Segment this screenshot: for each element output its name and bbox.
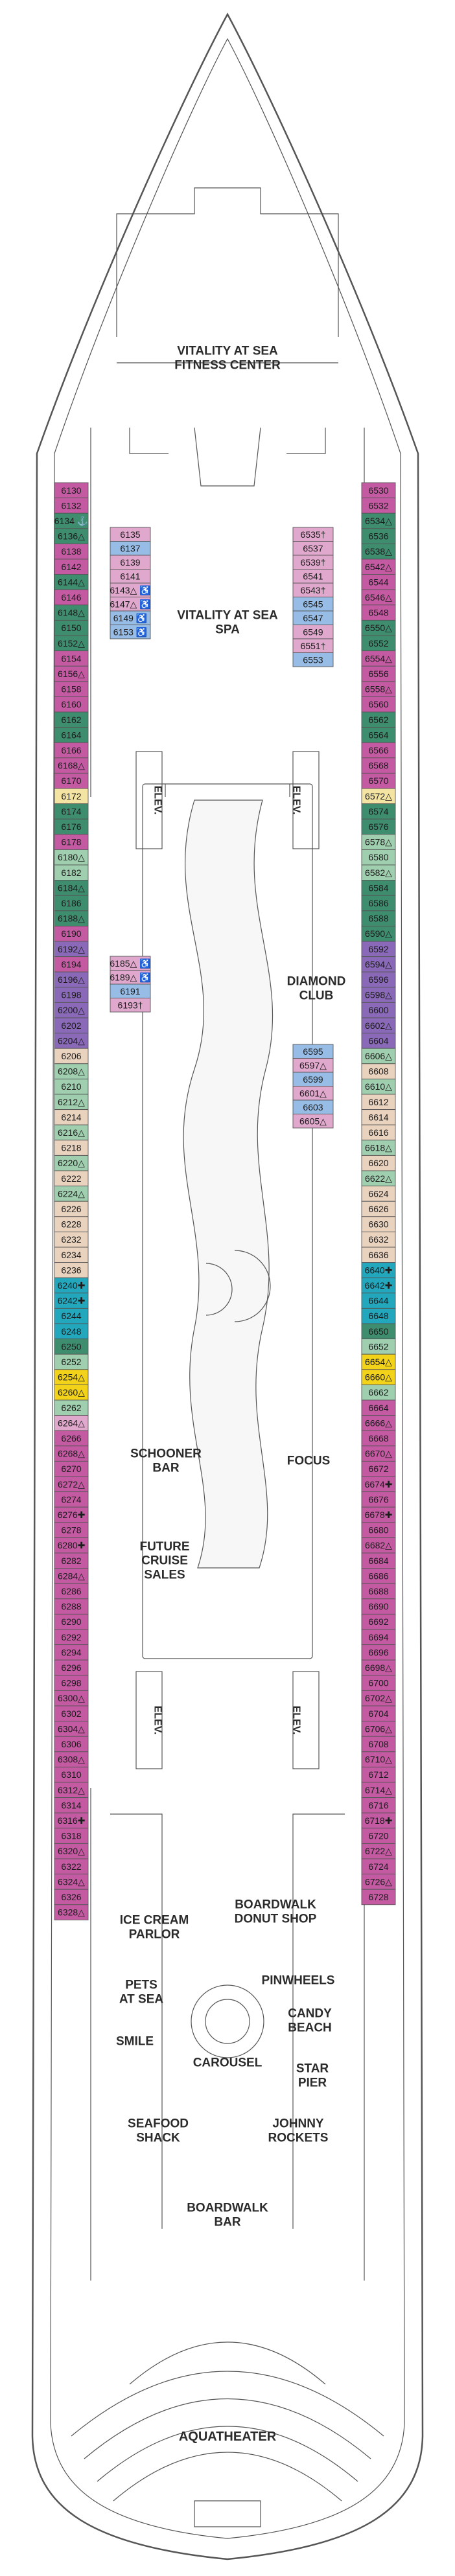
- cabin-label: 6264△: [58, 1418, 85, 1429]
- cabin-label: 6310: [61, 1769, 82, 1780]
- cabin-label: 6316✚: [57, 1815, 86, 1826]
- cabin-label: 6139: [120, 557, 141, 568]
- cabin-label: 6202: [61, 1020, 82, 1031]
- cabin-label: 6595: [303, 1046, 323, 1057]
- cabin-label: 6306: [61, 1739, 82, 1749]
- cabin-label: 6304△: [58, 1723, 85, 1734]
- cabin-column-stbd_inner_mid: [293, 1044, 333, 1128]
- cabin-label: 6286: [61, 1586, 82, 1596]
- cabin-label: 6224△: [58, 1188, 85, 1199]
- cabin-label: 6544: [368, 577, 389, 588]
- area-label-line: STAR: [296, 2062, 329, 2076]
- cabin-label: 6576: [368, 822, 389, 832]
- cabin-label: 6724: [368, 1861, 389, 1872]
- cabin-label: 6594△: [365, 959, 392, 970]
- cabin-label: 6572△: [365, 790, 392, 801]
- area-label-line: SHACK: [136, 2131, 180, 2145]
- area-elev_fwd_right: [290, 786, 301, 815]
- cabin-label: 6130: [61, 485, 82, 496]
- cabin-label: 6534△: [365, 516, 392, 526]
- cabin-label: 6234: [61, 1249, 82, 1260]
- cabin-label: 6296: [61, 1662, 82, 1673]
- cabin-column-port_inner_fwd: [110, 527, 150, 639]
- area-label-line: FITNESS CENTER: [174, 358, 281, 373]
- cabin-label: 6650: [368, 1326, 389, 1337]
- cabin-label: 6554△: [365, 653, 392, 664]
- cabin-label: 6191: [120, 985, 141, 996]
- area-fitness: [174, 345, 281, 373]
- cabin-label: 6558△: [365, 684, 392, 695]
- cabin-label: 6192△: [58, 943, 85, 954]
- area-johnny: [268, 2117, 329, 2145]
- cabin-label: 6162: [61, 714, 82, 725]
- cabin-column-port_inner_mid: [110, 956, 150, 1012]
- cabin-label: 6546△: [365, 592, 392, 603]
- cabin-label: 6132: [61, 500, 82, 511]
- cabin-label: 6292: [61, 1631, 82, 1642]
- cabin-label: 6556: [368, 669, 389, 679]
- cabin-label: 6244: [61, 1311, 82, 1322]
- cabin-label: 6218: [61, 1142, 82, 1153]
- cabin-label: 6599: [303, 1074, 323, 1085]
- cabin-label: 6720: [368, 1830, 389, 1841]
- cabin-label: 6562: [368, 714, 389, 725]
- area-label-line: SMILE: [115, 2034, 154, 2049]
- cabin-label: 6692: [368, 1616, 389, 1627]
- cabin-label: 6146: [61, 592, 82, 603]
- cabin-label: 6308△: [58, 1754, 85, 1765]
- cabin-label: 6158: [61, 684, 82, 695]
- cabin-label: 6242✚: [57, 1295, 86, 1306]
- cabin-label: 6204△: [58, 1035, 85, 1046]
- cabin-label: 6586: [368, 898, 389, 908]
- cabin-label: 6198: [61, 989, 82, 1000]
- cabin-label: 6250: [61, 1341, 82, 1352]
- cabin-column-stbd_inner_fwd: [293, 527, 333, 667]
- cabin-label: 6660△: [365, 1372, 392, 1383]
- area-label-line: CAROUSEL: [192, 2056, 262, 2070]
- cabin-label: 6603: [303, 1101, 323, 1112]
- cabin-label: 6326: [61, 1892, 82, 1902]
- cabin-label: 6706△: [365, 1723, 392, 1734]
- area-label-line: SEAFOOD: [128, 2117, 189, 2131]
- area-label-line: BEACH: [288, 2021, 332, 2035]
- cabin-label: 6597△: [299, 1060, 327, 1071]
- cabin-label: 6592: [368, 943, 389, 954]
- cabin-label: 6664: [368, 1402, 389, 1413]
- cabin-label: 6564: [368, 730, 389, 741]
- cabin-label: 6543†: [300, 584, 326, 595]
- cabin-label: 6606△: [365, 1051, 392, 1061]
- cabin-label: 6536: [368, 531, 389, 542]
- cabin-label: 6694: [368, 1631, 389, 1642]
- cabin-label: 6614: [368, 1112, 389, 1123]
- cabin-label: 6580: [368, 852, 389, 863]
- area-label-line: CANDY: [288, 2007, 332, 2021]
- area-icecream: [120, 1914, 189, 1942]
- cabin-label: 6200△: [58, 1005, 85, 1016]
- cabin-label: 6551†: [300, 640, 326, 651]
- cabin-label: 6608: [368, 1066, 389, 1077]
- cabin-label: 6141: [120, 571, 141, 582]
- area-label-line: BAR: [152, 1461, 180, 1475]
- cabin-label: 6610△: [365, 1081, 392, 1092]
- area-label-line: PINWHEELS: [261, 1973, 335, 1988]
- cabin-label: 6537: [303, 543, 323, 554]
- cabin-label: 6196△: [58, 974, 85, 985]
- area-label-line: PETS: [125, 1978, 158, 1992]
- cabin-label: 6214: [61, 1112, 82, 1123]
- cabin-label: 6328△: [58, 1907, 85, 1918]
- cabin-column-port_outer: [54, 483, 88, 1920]
- area-label-line: BAR: [214, 2215, 241, 2229]
- cabin-label: 6670△: [365, 1448, 392, 1459]
- cabin-label: 6612: [368, 1096, 389, 1107]
- cabin-label: 6549: [303, 627, 323, 638]
- area-carousel: [193, 2056, 262, 2070]
- cabin-label: 6688: [368, 1586, 389, 1596]
- area-candy: [288, 2007, 332, 2035]
- cabin-label: 6193†: [117, 1000, 143, 1011]
- cabin-label: 6686: [368, 1570, 389, 1581]
- area-future: [139, 1540, 189, 1582]
- cabin-label: 6698△: [365, 1662, 392, 1673]
- cabin-label: 6278: [61, 1524, 82, 1535]
- cabin-label: 6134 ⚓: [54, 516, 89, 526]
- area-elev_aft_left: [152, 1706, 163, 1735]
- cabin-label: 6184△: [58, 882, 85, 893]
- area-label-line: ELEV.: [290, 785, 302, 815]
- area-label-line: ELEV.: [290, 1705, 302, 1735]
- cabin-label: 6170: [61, 776, 82, 787]
- cabin-label: 6680: [368, 1524, 389, 1535]
- cabin-label: 6236: [61, 1265, 82, 1276]
- cabin-label: 6696: [368, 1647, 389, 1658]
- cabin-label: 6566: [368, 745, 389, 755]
- cabin-label: 6290: [61, 1616, 82, 1627]
- cabin-label: 6618△: [365, 1142, 392, 1153]
- cabin-label: 6318: [61, 1830, 82, 1841]
- cabin-label: 6700: [368, 1677, 389, 1688]
- cabin-label: 6538△: [365, 546, 392, 557]
- cabin-label: 6322: [61, 1861, 82, 1872]
- cabin-label: 6172: [61, 790, 82, 801]
- cabin-label: 6178: [61, 836, 82, 847]
- cabin-label: 6676: [368, 1494, 389, 1505]
- cabin-label: 6722△: [365, 1846, 392, 1857]
- cabin-label: 6288: [61, 1601, 82, 1612]
- cabin-label: 6186: [61, 898, 82, 908]
- cabin-label: 6626: [368, 1204, 389, 1214]
- cabin-label: 6672: [368, 1464, 389, 1475]
- cabin-label: 6708: [368, 1739, 389, 1749]
- cabin-label: 6148△: [58, 607, 85, 618]
- cabin-label: 6282: [61, 1555, 82, 1566]
- cabin-label: 6726△: [365, 1876, 392, 1887]
- area-aquatheater: [179, 2430, 277, 2444]
- cabin-label: 6135: [120, 529, 141, 540]
- area-label-line: ICE CREAM: [119, 1913, 189, 1927]
- cabin-label: 6682△: [365, 1540, 392, 1551]
- cabin-label: 6570: [368, 776, 389, 787]
- cabin-label: 6718✚: [364, 1815, 393, 1826]
- cabin-label: 6272△: [58, 1478, 85, 1489]
- cabin-label: 6194: [61, 959, 82, 970]
- cabin-label: 6552: [368, 638, 389, 649]
- area-label-line: BOARDWALK: [187, 2201, 268, 2215]
- cabin-label: 6716: [368, 1800, 389, 1811]
- area-label-line: AT SEA: [119, 1992, 164, 2007]
- cabin-label: 6600: [368, 1005, 389, 1016]
- cabin-label: 6164: [61, 730, 82, 741]
- cabin-label: 6149 ♿: [113, 612, 148, 623]
- cabin-label: 6294: [61, 1647, 82, 1658]
- cabin-label: 6622△: [365, 1173, 392, 1184]
- cabin-label: 6312△: [58, 1784, 85, 1795]
- cabin-label: 6542△: [365, 561, 392, 572]
- cabin-label: 6704: [368, 1708, 389, 1719]
- cabin-label: 6532: [368, 500, 389, 511]
- cabin-label: 6276✚: [57, 1510, 86, 1520]
- area-pets: [119, 1979, 164, 2007]
- cabin-label: 6668: [368, 1433, 389, 1443]
- cabin-label: 6568: [368, 760, 389, 771]
- area-label-line: FUTURE: [139, 1539, 190, 1554]
- cabin-label: 6216△: [58, 1127, 85, 1138]
- cabin-label: 6620: [368, 1158, 389, 1169]
- area-label-line: CLUB: [299, 989, 334, 1003]
- cabin-label: 6144△: [58, 577, 85, 588]
- cabin-label: 6143△ ♿: [110, 584, 151, 595]
- area-starpier: [296, 2062, 329, 2090]
- area-label-line: JOHNNY: [272, 2117, 324, 2131]
- cabin-label: 6640✚: [364, 1265, 393, 1276]
- cabin-label: 6642✚: [364, 1280, 393, 1291]
- cabin-label: 6324△: [58, 1876, 85, 1887]
- cabin-label: 6714△: [365, 1784, 392, 1795]
- cabin-label: 6210: [61, 1081, 82, 1092]
- cabin-label: 6300△: [58, 1693, 85, 1704]
- cabin-label: 6252: [61, 1357, 82, 1367]
- area-label-line: ELEV.: [152, 1705, 163, 1735]
- cabin-label: 6206: [61, 1051, 82, 1061]
- cabin-label: 6616: [368, 1127, 389, 1138]
- area-label-line: DONUT SHOP: [234, 1912, 317, 1926]
- cabin-label: 6604: [368, 1035, 389, 1046]
- area-label-line: ROCKETS: [268, 2131, 329, 2145]
- area-label-line: SCHOONER: [130, 1447, 202, 1461]
- area-focus: [287, 1455, 331, 1468]
- cabin-label: 6712: [368, 1769, 389, 1780]
- cabin-label: 6530: [368, 485, 389, 496]
- cabin-label: 6654△: [365, 1357, 392, 1367]
- cabin-label: 6150: [61, 623, 82, 634]
- cabin-label: 6189△ ♿: [110, 972, 151, 983]
- cabin-label: 6153 ♿: [113, 627, 148, 638]
- cabin-label: 6208△: [58, 1066, 85, 1077]
- cabin-label: 6539†: [300, 557, 326, 568]
- cabin-label: 6598△: [365, 989, 392, 1000]
- cabin-label: 6174: [61, 806, 82, 817]
- cabin-label: 6222: [61, 1173, 82, 1184]
- cabin-label: 6590△: [365, 928, 392, 939]
- area-label-line: SPA: [215, 623, 240, 637]
- cabin-label: 6728: [368, 1892, 389, 1902]
- cabin-label: 6636: [368, 1249, 389, 1260]
- cabin-label: 6262: [61, 1402, 82, 1413]
- area-elev_fwd_left: [152, 786, 163, 815]
- cabin-label: 6630: [368, 1219, 389, 1230]
- cabin-label: 6547: [303, 612, 323, 623]
- cabin-label: 6690: [368, 1601, 389, 1612]
- cabin-label: 6248: [61, 1326, 82, 1337]
- cabin-label: 6302: [61, 1708, 82, 1719]
- cabin-label: 6160: [61, 699, 82, 710]
- cabin-label: 6298: [61, 1677, 82, 1688]
- cabin-label: 6136△: [58, 531, 85, 542]
- cabin-label: 6605△: [299, 1116, 327, 1127]
- cabin-label: 6710△: [365, 1754, 392, 1765]
- cabin-label: 6232: [61, 1234, 82, 1245]
- cabin-label: 6260△: [58, 1387, 85, 1398]
- cabin-label: 6624: [368, 1188, 389, 1199]
- cabin-label: 6548: [368, 607, 389, 618]
- cabin-label: 6584: [368, 882, 389, 893]
- cabin-label: 6270: [61, 1464, 82, 1475]
- cabin-label: 6168△: [58, 760, 85, 771]
- area-label-line: CRUISE: [141, 1554, 188, 1568]
- area-label-line: PIER: [298, 2076, 327, 2090]
- area-label-line: ELEV.: [152, 785, 163, 815]
- area-label-line: VITALITY AT SEA: [177, 608, 278, 623]
- cabin-label: 6220△: [58, 1158, 85, 1169]
- cabin-label: 6666△: [365, 1418, 392, 1429]
- cabin-label: 6266: [61, 1433, 82, 1443]
- cabin-label: 6268△: [58, 1448, 85, 1459]
- cabin-label: 6240✚: [57, 1280, 86, 1291]
- cabin-label: 6284△: [58, 1570, 85, 1581]
- cabin-label: 6320△: [58, 1846, 85, 1857]
- cabin-label: 6588: [368, 913, 389, 924]
- cabin-label: 6602△: [365, 1020, 392, 1031]
- cabin-label: 6228: [61, 1219, 82, 1230]
- cabin-label: 6574: [368, 806, 389, 817]
- cabin-label: 6138: [61, 546, 82, 557]
- area-label-line: AQUATHEATER: [178, 2430, 277, 2444]
- cabin-label: 6550△: [365, 623, 392, 634]
- cabin-label: 6648: [368, 1311, 389, 1322]
- cabin-label: 6137: [120, 543, 141, 554]
- area-seafood: [128, 2117, 189, 2145]
- area-label-line: FOCUS: [286, 1454, 331, 1468]
- cabin-label: 6314: [61, 1800, 82, 1811]
- cabin-label: 6678✚: [364, 1510, 393, 1520]
- cabin-label: 6596: [368, 974, 389, 985]
- area-pinwheels: [262, 1974, 335, 1988]
- cabin-label: 6553: [303, 654, 323, 665]
- cabin-label: 6280✚: [57, 1540, 86, 1551]
- area-label-line: DIAMOND: [286, 974, 346, 989]
- cabin-label: 6702△: [365, 1693, 392, 1704]
- cabin-column-stbd_outer: [362, 483, 395, 1905]
- cabin-label: 6166: [61, 745, 82, 755]
- cabin-label: 6632: [368, 1234, 389, 1245]
- cabin-label: 6601△: [299, 1088, 327, 1099]
- cabin-label: 6185△ ♿: [110, 958, 151, 969]
- cabin-label: 6180△: [58, 852, 85, 863]
- cabin-label: 6176: [61, 822, 82, 832]
- cabin-label: 6644: [368, 1295, 389, 1306]
- area-label-line: PARLOR: [128, 1927, 180, 1942]
- cabin-label: 6190: [61, 928, 82, 939]
- cabin-label: 6560: [368, 699, 389, 710]
- cabin-label: 6142: [61, 561, 82, 572]
- cabin-label: 6582△: [365, 867, 392, 878]
- cabin-label: 6652: [368, 1341, 389, 1352]
- cabin-label: 6154: [61, 653, 82, 664]
- cabin-label: 6254△: [58, 1372, 85, 1383]
- cabin-label: 6684: [368, 1555, 389, 1566]
- cabin-label: 6182: [61, 867, 82, 878]
- cabin-label: 6541: [303, 571, 323, 582]
- cabin-label: 6535†: [300, 529, 326, 540]
- cabin-label: 6662: [368, 1387, 389, 1398]
- cabin-label: 6156△: [58, 669, 85, 679]
- area-elev_aft_right: [290, 1706, 301, 1735]
- cabin-label: 6226: [61, 1204, 82, 1214]
- area-label-line: BOARDWALK: [235, 1898, 316, 1912]
- area-donut: [235, 1898, 317, 1926]
- cabin-label: 6152△: [58, 638, 85, 649]
- cabin-label: 6545: [303, 599, 323, 610]
- cabin-label: 6188△: [58, 913, 85, 924]
- cabin-label: 6674✚: [364, 1478, 393, 1489]
- cabin-label: 6274: [61, 1494, 82, 1505]
- area-label-line: SALES: [144, 1568, 185, 1582]
- cabin-label: 6578△: [365, 836, 392, 847]
- area-label-line: VITALITY AT SEA: [177, 344, 278, 358]
- area-smile: [116, 2035, 154, 2049]
- cabin-label: 6212△: [58, 1096, 85, 1107]
- cabin-label: 6147△ ♿: [110, 599, 151, 610]
